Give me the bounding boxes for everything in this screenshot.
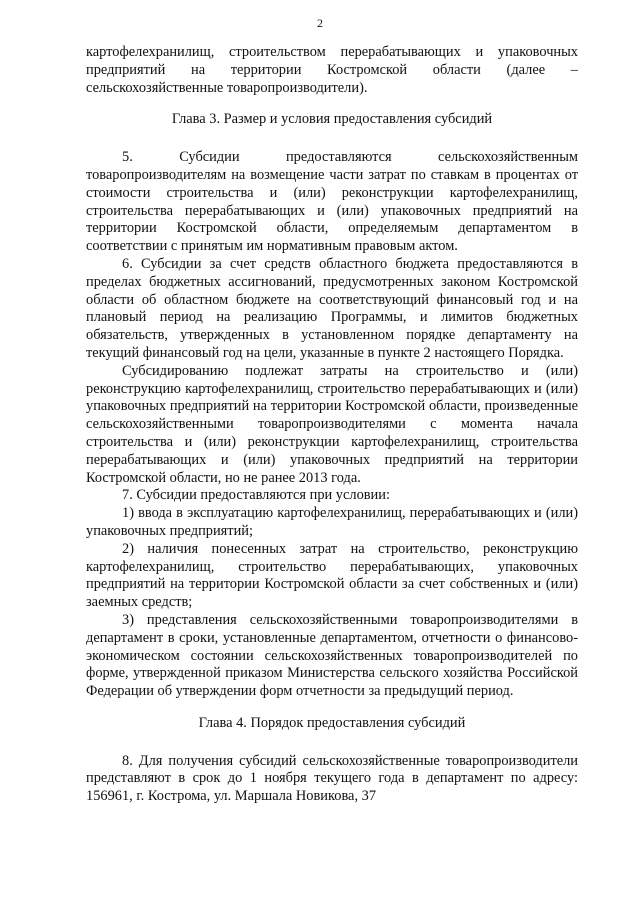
paragraph-item-7: 7. Субсидии предоставляются при условии:: [122, 487, 390, 504]
document-body: [86, 44, 578, 806]
paragraph-subsidized-costs: Субсидированию подлежат затраты на строительство и (или) реконструкцию картофелехранилищ, строительство перерабатывающих и (или) упаковочных предприятий на территории Костромской области, произведенные сельскохозяйственными товаропроизводителями с момента начала строительства и (или) реконструкции картофелехранилищ, строительства перерабатывающих и (или) упаковочных предприятий на территории Костромской области, но не ранее 2013 года.: [86, 362, 578, 486]
paragraph-condition-2: 2) наличия понесенных затрат на строительство, реконструкцию картофелехранилищ, строительство перерабатывающих, упаковочных предприятий на территории Костромской области за счет собственных и (или) заемных средств;: [86, 540, 578, 611]
paragraph-item-8: 8. Для получения субсидий сельскохозяйственные товаропроизводители представляют в срок до 1 ноября текущего года в департамент по адресу: 156961, г. Кострома, ул. Маршала Новикова, 37: [86, 752, 578, 805]
chapter-3-heading: Глава 3. Размер и условия предоставления субсидий: [171, 111, 493, 128]
paragraph-item-6: 6. Субсидии за счет средств областного бюджета предоставляются в пределах бюджетных ассигнований, предусмотренных законом Костромской области об областном бюджете на соответствующий финансовый год и на плановый период на реализацию Программы, и лимитов бюджетных обязательств, утвержденных в установленном порядке департаменту на текущий финансовый год на цели, указанные в пункте 2 настоящего Порядка.: [86, 255, 578, 361]
paragraph-condition-1: 1) ввода в эксплуатацию картофелехранилищ, перерабатывающих и (или) упаковочных предприятий;: [86, 505, 578, 539]
paragraph-item-5: 5. Субсидии предоставляются сельскохозяйственным товаропроизводителям на возмещение части затрат по ставкам в процентах от стоимости строительства и (или) реконструкции картофелехранилищ, строительства перерабатывающих и (или) упаковочных предприятий на территории Костромской области, определяемым департаментом в соответствии с принятым им нормативным правовым актом.: [86, 149, 578, 255]
paragraph-condition-3: 3) представления сельскохозяйственными товаропроизводителями в департамент в сроки, установленные департаментом, отчетности о финансово-экономическом состоянии сельскохозяйственных товаропроизводителей по форме, утвержденной приказом Министерства сельского хозяйства Российской Федерации об утверждении форм отчетности за предыдущий период.: [86, 611, 578, 700]
chapter-4-heading: Глава 4. Порядок предоставления субсидий: [198, 714, 466, 731]
paragraph-continuation: картофелехранилищ, строительством перерабатывающих и упаковочных предприятий на территории Костромской области (далее – сельскохозяйственные товаропроизводители).: [86, 44, 578, 96]
page-number: 2: [317, 16, 323, 30]
